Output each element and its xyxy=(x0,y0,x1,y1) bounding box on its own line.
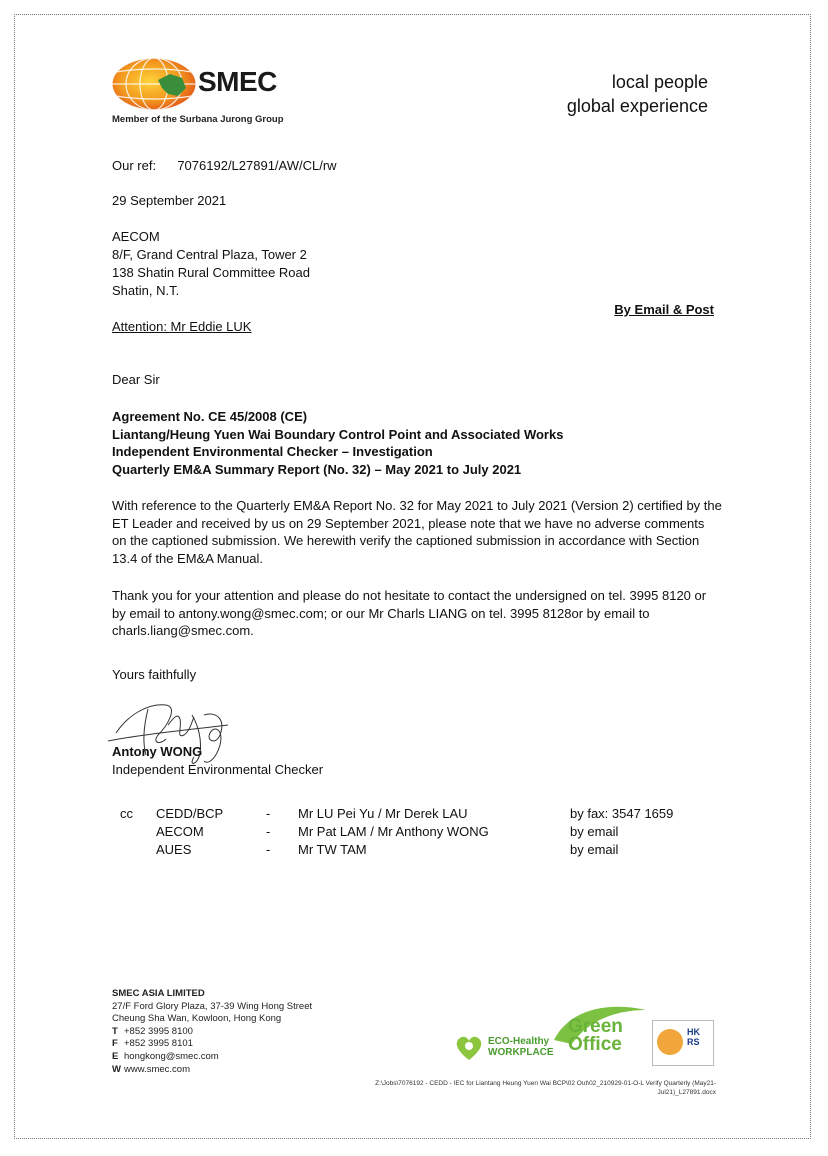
certification-badges xyxy=(450,1000,720,1072)
footer-company: SMEC ASIA LIMITED xyxy=(112,988,205,999)
cc-method: by email xyxy=(570,842,619,857)
subject-line: Independent Environmental Checker – Investigation xyxy=(112,444,433,459)
recipient-line: 8/F, Grand Central Plaza, Tower 2 xyxy=(112,247,307,262)
footer-email: E hongkong@smec.com xyxy=(112,1050,219,1062)
tagline-line-2: global experience xyxy=(566,96,708,116)
footer-address-line: 27/F Ford Glory Plaza, 37-39 Wing Hong Street xyxy=(112,1000,313,1012)
footer-address-line: Cheung Sha Wan, Kowloon, Hong Kong xyxy=(112,1013,282,1025)
subject-line: Quarterly EM&A Summary Report (No. 32) – May 2021 to July 2021 xyxy=(112,461,522,477)
recipient-line: Shatin, N.T. xyxy=(112,283,180,298)
subject-line: Agreement No. CE 45/2008 (CE) xyxy=(112,409,308,424)
cc-name: Mr TW TAM xyxy=(298,842,367,857)
salutation: Dear Sir xyxy=(112,372,160,387)
cc-dash: - xyxy=(266,842,271,857)
recipient-address xyxy=(112,228,310,300)
globe-icon xyxy=(110,56,200,112)
eco-heart-icon xyxy=(452,1030,486,1064)
cc-label: cc xyxy=(120,806,133,821)
subject-block xyxy=(112,408,563,478)
body-paragraph-1: With reference to the Quarterly EM&A Report No. 32 for May 2021 to July 2021 (Version 2) certified by the ET Leader and received by us on 29 September 2021, please note that we have no adverse comments on the captioned submission. We herewith verify the captioned submission in accordance with Section 13.4 of the EM&A Manual. xyxy=(112,498,722,566)
footer-address xyxy=(112,988,312,1076)
hkrs-badge xyxy=(652,1020,714,1066)
footer-fax: F +852 3995 8101 xyxy=(112,1038,193,1050)
member-line: Member of the Surbana Jurong Group xyxy=(112,114,284,125)
recipient-line: 138 Shatin Rural Committee Road xyxy=(112,265,310,280)
tagline xyxy=(567,70,708,118)
cc-dash: - xyxy=(266,806,271,821)
cc-dash: - xyxy=(266,824,271,839)
footer-tel: T +852 3995 8100 xyxy=(112,1025,193,1037)
closing: Yours faithfully xyxy=(112,667,197,682)
signatory-name: Antony WONG xyxy=(112,744,203,759)
page-border xyxy=(14,14,811,1139)
smec-logo xyxy=(110,56,310,128)
cc-name: Mr Pat LAM / Mr Anthony WONG xyxy=(298,824,489,839)
green-office-badge: Green Office xyxy=(568,1016,623,1055)
cc-method: by fax: 3547 1659 xyxy=(570,806,674,821)
recipient-line: AECOM xyxy=(112,229,160,244)
brand-name: SMEC xyxy=(198,66,277,97)
delivery-method: By Email & Post xyxy=(614,302,714,317)
ref-label: Our ref: xyxy=(112,158,157,173)
cc-name: Mr LU Pei Yu / Mr Derek LAU xyxy=(298,806,468,821)
body-paragraph-2: Thank you for your attention and please do not hesitate to contact the undersigned on tel. 3995 8120 or by email to antony.wong@smec.com; or our Mr Charls LIANG on tel. 3995 8128or by email to charls.liang@smec.com. xyxy=(112,588,707,638)
signatory-title: Independent Environmental Checker xyxy=(112,762,324,777)
attention-line: Attention: Mr Eddie LUK xyxy=(112,319,252,334)
reference-line xyxy=(112,157,337,175)
eco-healthy-badge: ECO-Healthy WORKPLACE xyxy=(488,1036,554,1058)
t-circle-icon xyxy=(657,1029,683,1055)
letter-date: 29 September 2021 xyxy=(112,193,227,208)
tagline-line-1: local people xyxy=(611,72,708,92)
cc-org: CEDD/BCP xyxy=(156,806,224,821)
hkrs-text: HK RS xyxy=(687,1027,700,1047)
cc-org: AUES xyxy=(156,842,192,857)
ref-value: 7076192/L27891/AW/CL/rw xyxy=(177,158,337,173)
file-path: Z:\Jobs\7076192 - CEDD - IEC for Liantang Heung Yuen Wai BCP\02 Out\02_210929-01-O-L Verify Quarterly (May21-Jul21)_L27891.docx xyxy=(375,1080,716,1096)
cc-method: by email xyxy=(570,824,619,839)
subject-line: Liantang/Heung Yuen Wai Boundary Control Point and Associated Works xyxy=(112,426,564,442)
cc-org: AECOM xyxy=(156,824,204,839)
footer-web: W www.smec.com xyxy=(112,1063,190,1075)
